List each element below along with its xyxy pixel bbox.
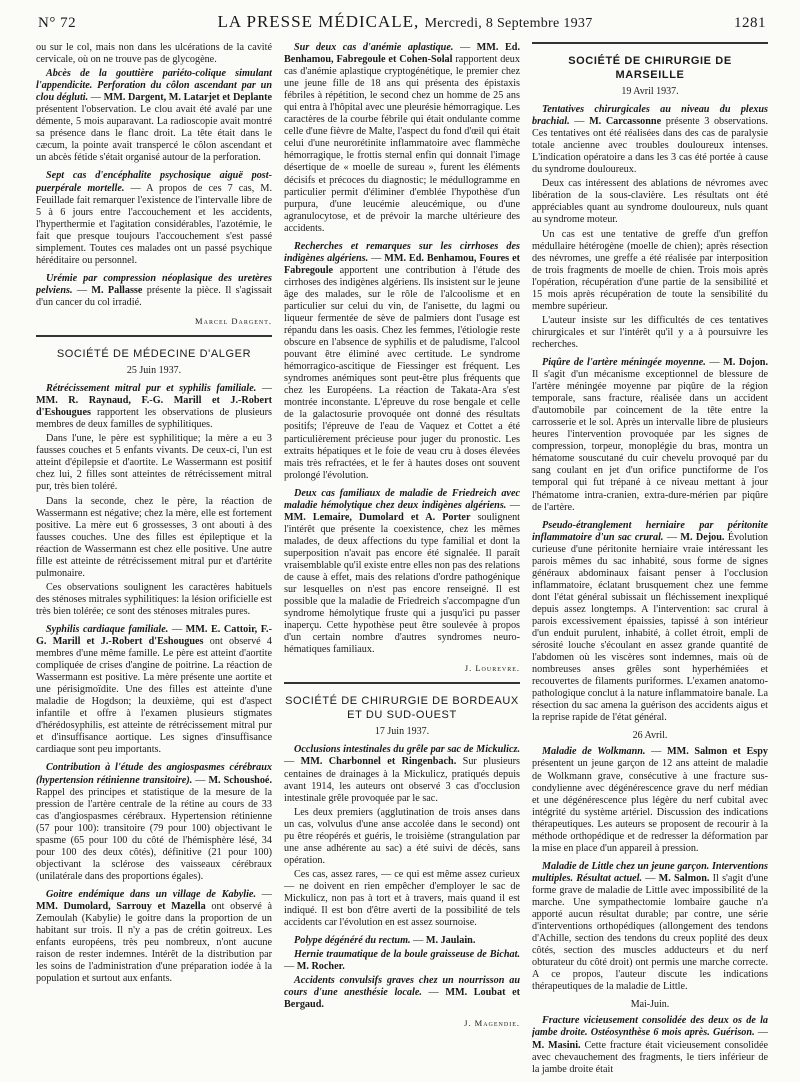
article-text: Évolution curieuse d'une péritonite herniaire vraie intéressant les parois mêmes du sac inhabité, sous forme de signes généraux abdominaux faisant penser à l'occlusion inflammatoire, éclatant brusquement chez une femme dont l'état général subissait un fléchissement inexpliqué depuis assez longtemps. A l'intervention: sac crural à parois excessivement épaissies, tapissé à son intérieur d'un enduit purulent, inhabité, à collet étroit, empli de sérosité louche s'écoulant en assez grande quantité de l'abdomen où les viscères sont indemnes, mais où de nombreuses anses grêles sont hyperhémiées et recouvertes de filaments puriformes. L'examen anatomo-pathologique conclut à la nature inflammatoire banale. La résection du sac amena la guérison des accidents aigus et la reprise rapide de l'état général. (532, 531, 768, 724)
article-title: Pseudo-étranglement herniaire par péritonite inflammatoire d'un sac crural. (532, 519, 768, 543)
article-text: apportent une contribution à l'étude des cirrhoses des indigènes algériens. Ils insistent sur le jeune âge des malades, sur le rôle de l'alcoolisme et en particulier sur celui du vin, de l'anisette, du lagmi ou liqueur fermentée de sève de palmiers dont l'usage est répandu dans les oasis. Chez les femmes, l'étiologie reste obscure en l'absence de syphilis et de paludisme, l'alcool pouvant être éliminé avec certitude. Le syndrome hémorragico-ascitique de Fiessinger est fréquent. Les syndromes anémiques sont peut-être plus fréquents que chez les Européens. La réaction de Takata-Ara s'est montrée inconstante. L'épreuve du rose bengale et celle de la galactosurie provoquée ont donné des résultats positifs; l'épreuve de l'eau de Vaquez et Cottet a été particulièrement précieuse pour juger du pronostic. Les extraits hépatiques et le foie de veau cru à doses élevées mais très refractées, et le fer à hautes doses ont souvent prolongé l'évolution. (284, 264, 520, 481)
session-date: 17 Juin 1937. (374, 726, 430, 738)
article-title: Goitre endémique dans un village de Kabylie. (46, 888, 256, 900)
article-authors: M. Masini. (532, 1039, 581, 1051)
article-text: ont observé à Zemoulah (Kabylie) le goitre dans la proportion de un habitant sur trois. Il n'y a pas de crétin goitreux. Les enfants européens, très peu nombreux, n'ont aucune raison de rester indemnes. Intérêt de la distribution par les soins de l'administration d'une préparation iodée à la population et surtout aux enfants. (36, 901, 272, 985)
article-authors: M. Dojon. (723, 356, 768, 368)
article-authors: MM. Loubat et Bergaud. (284, 987, 520, 1011)
article: Goitre endémique dans un village de Kabylie. — MM. Dumolard, Sarrouy et Mazella ont observé à Zemoulah (Kabylie) le goitre dans la proportion de un habitant sur trois. Il n'y a pas de crétin goitreux. Les enfants européens, très peu nombreux, n'ont aucune raison de rester indemnes. Intérêt de la distribution par les soins de l'administration d'une préparation iodée à la population et surtout aux enfants. (36, 888, 272, 985)
article: Deux cas familiaux de maladie de Friedreich avec maladie hémolytique chez deux indigènes algériens. — MM. Lemaire, Dumolard et A. Porter soulignent l'intérêt que présente la coexistence, chez les mêmes malades, de deux affections du type familial et dont la superposition n'avait pas encore été signalée. Il paraît vraisemblable qu'il existe entre elles non pas des relations de cause à effet, mais des relations d'ordre pathogénique sur lesquelles on n'est pas encore renseigné. Il est possible que la maladie de Friedreich s'accompagne d'un syndrome hémolytique fruste qui a jusqu'ici pu passer inaperçu. Cette hypothèse peut être soulevée à propos d'un certain nombre d'autres syndromes neuro-hématiques familiaux. (284, 487, 520, 656)
article-title: Sept cas d'encéphalite psychosique aiguë post-puerpérale mortelle. (36, 170, 272, 194)
columns (36, 42, 768, 1077)
article-title: Urémie par compression néoplasique des uretères pelviens. (36, 272, 272, 296)
article-title: Contribution à l'étude des angiospasmes cérébraux (hypertension rétinienne transitoire). (36, 762, 272, 786)
article: Recherches et remarques sur les cirrhoses des indigènes algériens. — MM. Ed. Benhamou, Foures et Fabregoule apportent une contribution à l'étude des cirrhoses des indigènes algériens. Ils insistent sur le jeune âge des malades, sur le rôle de l'alcoolisme et en particulier sur celui du vin, de l'anisette, du lagmi ou liqueur fermentée de sève de palmiers dont l'usage est répandu dans les oasis. Chez les femmes, l'étiologie reste obscure en l'absence de syphilis et de paludisme, l'alcool pouvant être éliminé avec certitude. Le syndrome hémorragico-ascitique de Fiessinger est fréquent. Les syndromes anémiques sont peut-être plus fréquents que chez les Européens. La réaction de Takata-Ara s'est montrée inconstante. L'épreuve du rose bengale et celle de la galactosurie provoquée ont donné des résultats positifs; l'épreuve de l'eau de Vaquez et Cottet a été particulièrement précieuse pour juger du pronostic. Les extraits hépatiques et le foie de veau cru à doses élevées mais très refractées, et le fer à hautes doses ont souvent prolongé l'évolution. (284, 240, 520, 481)
paragraph: ou sur le col, mais non dans les ulcérations de la cavité cervicale, où on ne trouve pas de glycogène. (36, 42, 272, 66)
article-title: Deux cas familiaux de maladie de Friedreich avec maladie hémolytique chez deux indigènes algériens. (284, 487, 520, 511)
article-authors: MM. Ed. Benhamou, Foures et Fabregoule (284, 252, 520, 276)
society-heading: SOCIÉTÉ DE CHIRURGIE DE BORDEAUX ET DU SUD-OUEST (285, 695, 519, 722)
masthead (218, 12, 593, 32)
paragraph: L'auteur insiste sur les difficultés de ces tentatives chirurgicales et sur l'intérêt qu'il y a à poursuivre les recherches. (532, 314, 768, 350)
issue-number: N° 72 (38, 15, 77, 31)
article-title: Hernie traumatique de la boule graisseuse de Bichat. (294, 949, 520, 961)
column-2 (284, 42, 520, 1077)
article: Contribution à l'étude des angiospasmes cérébraux (hypertension rétinienne transitoire). — M. Schoushoé. Rappel des principes et statistique de la mesure de la pression de l'artère centrale de la rétine au cours de 33 cas d'angiospasmes cérébraux. Hypertension rétinienne (57 pour 100): transitoire (79 pour 100) objectivant le spasme (65 pour 100 du côté de l'hémisphère lésé, 34 pour 100 des deux côtés), définitive (21 pour 100) objectivant la sclérose des vaisseaux cérébraux (unilatérale dans des proportions égales). (36, 762, 272, 882)
article-text: présentent l'observation. Le clou avait été avalé par une démente, 5 mois auparavant. La radioscopie avait montré sa présence dans le flanc droit. La tête était dans le cæcum, la pointe avait transpercé le côlon ascendant et un abcès fétide s'était organisé autour de la perforation. (36, 104, 272, 164)
article: Tentatives chirurgicales au niveau du plexus brachial. — M. Carcassonne présente 3 observations. Ces tentatives ont été réalisées dans des cas de paralysie totale ancienne avec troubles douloureux intenses. L'indication opératoire a dans les 3 cas été portée à cause du syndrome douloureux. Deux cas intéressent des ablations de névromes avec libération de la sous-clavière. Les résultats ont été appréciables quant au syndrome douloureux, nuls quant au syndrome moteur. Un cas est une tentative de greffe d'un greffon médullaire hétérogène (moelle de chien); après résection des névromes, une greffe a été réalisée par interposition de trois fragments de moelle de chien. Trois mois après l'opération, récupération d'une partie de la sensibilité et 15 mois après récupération de toute la sensibilité du membre supérieur. L'auteur insiste sur les difficultés de ces tentatives chirurgicales et sur l'intérêt qu'il y a à poursuivre les recherches. (532, 104, 768, 350)
article-authors: M. Pallasse (91, 284, 143, 296)
article: Occlusions intestinales du grêle par sac de Mickulicz. — MM. Charbonnel et Ringenbach. Sur plusieurs centaines de drainages à la Mickulicz, pratiqués depuis avant 1914, les auteurs ont observé 3 cas d'occlusion intestinale grêle provoquée par le sac. Les deux premiers (agglutination de trois anses dans un cas, volvulus d'une anse accolée dans le second) ont pu être réopérés et guéris, le troisième (strangulation par une anse adhérente au sac) a été suivi de décès, sans opération. Ces cas, assez rares, — ce qui est même assez curieux — ne doivent en rien empêcher d'employer le sac de Mickulicz, non pas à tort et à travers, mais quand il est indiqué. Il est bon d'être averti de la possibilité de tels accidents car l'évolution en est assez sournoise. (284, 744, 520, 929)
paragraph: Un cas est une tentative de greffe d'un greffon médullaire hétérogène (moelle de chien); après résection des névromes, une greffe a été réalisée par interposition de trois fragments de moelle de chien. Trois mois après l'opération, récupération d'une partie de la sensibilité et 15 mois après récupération de toute la sensibilité du membre supérieur. (532, 228, 768, 312)
article: Urémie par compression néoplasique des uretères pelviens. — M. Pallasse présente la pièce. Il s'agissait d'un cancer du col irradié. (36, 272, 272, 308)
page-number: 1281 (733, 15, 766, 31)
article-text: présente la pièce. Il s'agissait d'un cancer du col irradié. (36, 284, 272, 308)
article-title: Rétrécissement mitral pur et syphilis familiale. (46, 383, 257, 395)
article-title: Sur deux cas d'anémie aplastique. (294, 42, 454, 53)
article-authors: MM. Ed. Benhamou, Fabregoule et Cohen-Solal (284, 42, 520, 66)
session-date: 25 Juin 1937. (126, 365, 182, 377)
article-text: soulignent l'intérêt que présente la coexistence, chez les mêmes malades, de deux affections du type familial et dont la superposition n'avait pas encore été signalée. Il paraît vraisemblable qu'il existe entre elles non pas des relations de cause à effet, mais des relations d'ordre pathogénique sur lesquelles on n'est pas encore renseigné. Il est possible que la maladie de Friedreich s'accompagne d'un syndrome hémolytique fruste qui a jusqu'ici pu passer inaperçu. Cette hypothèse peut être soulevée à propos d'un certain nombre d'autres syndromes neuro-hématiques familiaux. (284, 511, 520, 656)
article: Abcès de la gouttière pariéto-colique simulant l'appendicite. Perforation du côlon ascendant par un clou dégluti. — MM. Dargent, M. Latarjet et Deplante présentent l'observation. Le clou avait été avalé par une démente, 5 mois auparavant. La radioscopie avait montré sa présence dans le flanc droit. La tête était dans le cæcum, la pointe avait transpercé le côlon ascendant et un abcès fétide s'était organisé autour de la perforation. (36, 68, 272, 164)
signature: Marcel Dargent. (195, 315, 272, 326)
article-title: Maladie de Wolkmann. (542, 746, 646, 758)
article: Syphilis cardiaque familiale. — MM. E. Cattoir, F.-G. Marill et J.-Robert d'Eshougues ont observé 4 membres d'une même famille. Le père est atteint d'aortite compliquée de crises d'angine de poitrine. La réaction de Wassermann est positive. La mère présente une aortite et une périsigmoïdite. Une des filles est atteinte d'une maladie de Hogdson; la deuxième, qui est d'aspect infantile et offre à l'examen plusieurs stigmates d'hérédosyphilis, est atteinte de rétrécissement mitral pur et d'insuffisance aortique. Les signes d'insuffisance cardiaque sont peu importants. (36, 623, 272, 756)
article-authors: M. Jaulain. (425, 935, 476, 947)
article-title: Polype dégénéré du rectum. (294, 935, 411, 947)
article-text: Il s'agit d'une forme grave de maladie de Little avec impossibilité de la marche. Une sympathectomie lombaire gauche n'a apporté aucun résultat durable; par contre, une série d'interventions orthopédiques (allongement des tendons d'Achille, section des tendons du creux poplité des deux côtés, section des muscles adducteurs et du nerf obturateur du côté droit) ont permis une marche correcte. A ce propos, l'auteur discute les indications thérapeutiques de la maladie de Little. (532, 872, 768, 993)
article: Maladie de Wolkmann. — MM. Salmon et Espy présentent un jeune garçon de 12 ans atteint de maladie de Wolkmann grave, consécutive à une fracture sus-condylienne avec dégénérescence grave du nerf médian et une dégénérescence plus légère du nerf cubital avec intégrité du système artériel. Discussion des indications thérapeutiques. Les auteurs se proposent de recourir à la méthode orthopédique et de redresser la déformation par la mise en place d'un appareil à pression. (532, 746, 768, 854)
article-text: présentent un jeune garçon de 12 ans atteint de maladie de Wolkmann grave, consécutive à une fracture sus-condylienne avec dégénérescence grave du nerf médian et une dégénérescence plus légère du nerf cubital avec intégrité du système artériel. Discussion des indications thérapeutiques. Les auteurs se proposent de recourir à la méthode orthopédique et de redresser la déformation par la mise en place d'un appareil à pression. (532, 758, 768, 854)
article-authors: MM. Salmon et Espy (666, 746, 768, 758)
section-rule (532, 42, 768, 44)
paragraph: Dans la seconde, chez le père, la réaction de Wassermann est négative; chez la mère, elle est fortement positive. La mère eut 6 grossesses, 3 ont abouti à des fausses couches. Une des filles est épileptique et la réaction de Wassermann est chez elle positive. Une autre fille est atteinte de rétrécissement mitral pur et d'artérite pulmonaire. (36, 495, 272, 579)
paragraph: Deux cas intéressent des ablations de névromes avec libération de la sous-clavière. Les résultats ont été appréciables quant au syndrome douloureux, nuls quant au syndrome moteur. (532, 178, 768, 226)
article-text: présente 3 observations. Ces tentatives ont été réalisées dans des cas de paralysie totale ancienne avec troubles douloureux intenses. L'indication opératoire a dans les 3 cas été portée à cause du syndrome douloureux. (532, 116, 768, 176)
column-1 (36, 42, 272, 1077)
article-title: Piqûre de l'artère méningée moyenne. (542, 356, 706, 368)
article-text: rapportent les observations de plusieurs membres de deux familles de syphilitiques. (36, 407, 272, 431)
article-text: rapportent deux cas d'anémie aplastique cryptogénétique, le premier chez une jeune fille de 18 ans qui présenta des épistaxis fébriles à répétition, le second chez un homme de 25 ans qui entra à l'hôpital avec une pleurésie hémorragique. Les caractères de la courbe fébrile qui était ondulante comme celle d'une fièvre de Malte, l'aspect du fond d'œil qui était celui d'une neurorétinite inflammatoire avec flammèche hémorragique, le frottis sternal enfin qui donnait l'image désertique de « moelle de sureau », furent les éléments décisifs et précoces du diagnostic; le médullogramme en particulier permit d'éliminer d'emblée l'hypothèse d'un purpura, d'une leucémie aleucémique, ou d'une agranulocytose, et de prévoir la marche ultérieure des accidents. (284, 54, 520, 234)
article-text: Sur plusieurs centaines de drainages à la Mickulicz, pratiqués depuis avant 1914, les auteurs ont observé 3 cas d'occlusion intestinale grêle provoquée par le sac. (284, 756, 520, 804)
signature: J. Magendie. (464, 1018, 520, 1029)
article: Fracture vicieusement consolidée des deux os de la jambe droite. Ostéosynthèse 6 mois après. Guérison. — M. Masini. Cette fracture était vicieusement consolidée avec chevauchement des fragments, le tiers inférieur de la jambe droite était (532, 1015, 768, 1075)
article-authors: MM. Lemaire, Dumolard et A. Porter (284, 511, 471, 523)
article-text: Il s'agit d'un mécanisme exceptionnel de blessure de l'artère méningée moyenne par piqûre de la région temporale, sans fracture, réalisée dans un accident d'automobile par coincement de la tête entre la carrosserie et le sol. Après un intervalle libre de plusieurs heures l'intervention provoquée par les signes de compression, torpeur, monoplégie du bras, montra un hématome souscutané du cuir chevelu provoqué par du sang coulant en jet d'un orifice punctiforme de l'os temporal qui fut trépané à ce niveau mettant à jour l'hématome intra-cranien, extra-dure-mérien par piqûre de l'artère. (532, 369, 768, 513)
issue-date: Mercredi, 8 Septembre 1937 (424, 16, 593, 31)
paragraph: Ces observations soulignent les caractères habituels des sténoses mitrales syphilitiques: la lésion orificielle est très bien tolérée; ce sont des sténoses mitrales pures. (36, 581, 272, 617)
article-title: Maladie de Little chez un jeune garçon. Interventions multiples. Résultat actuel. (532, 860, 768, 884)
article-authors: MM. Dargent, M. Latarjet et Deplante (103, 92, 272, 104)
article-title: Accidents convulsifs graves chez un nourrisson au cours d'une anesthésie locale. (284, 975, 520, 999)
article-text: A propos de ces 7 cas, M. Feuillade fait remarquer l'existence de l'intervalle libre de 5 à 6 jours entre l'accouchement et les accidents, l'hyperthermie et l'agitation considérables, l'azotémie, le fait que presque toujours l'accouchement s'est passé simplement. Toutes ces malades ont un passé psychique héréditaire ou personnel. (36, 182, 272, 266)
article-authors: M. Salmon. (658, 872, 710, 884)
article: Maladie de Little chez un jeune garçon. Interventions multiples. Résultat actuel. — M. Salmon. Il s'agit d'une forme grave de maladie de Little avec impossibilité de la marche. Une sympathectomie lombaire gauche n'a apporté aucun résultat durable; par contre, une série d'interventions orthopédiques (allongement des tendons d'Achille, section des tendons du creux poplité des deux côtés, section des muscles adducteurs et du nerf obturateur du côté droit) ont permis une marche correcte. A ce propos, l'auteur discute les indications thérapeutiques de la maladie de Little. (532, 860, 768, 993)
article: Piqûre de l'artère méningée moyenne. — M. Dojon. Il s'agit d'un mécanisme exceptionnel de blessure de l'artère méningée moyenne par piqûre de la région temporale, sans fracture, réalisée dans un accident d'automobile par coincement de la tête entre la carrosserie et le sol. Après un intervalle libre de plusieurs heures l'intervention provoquée par les signes de compression, torpeur, monoplégie du bras, montra un hématome souscutané du cuir chevelu provoqué par du sang coulant en jet d'un orifice punctiforme de l'os temporal qui fut trépané à ce niveau mettant à jour l'hématome intra-cranien, extra-dure-mérien par piqûre de l'artère. (532, 356, 768, 513)
article-authors: M. Carcassonne (589, 116, 662, 128)
section-rule (284, 682, 520, 684)
article-text: ont observé 4 membres d'une même famille. Le père est atteint d'aortite compliquée de crises d'angine de poitrine. La réaction de Wassermann est positive. La mère présente une aortite et une périsigmoïdite. Une des filles est atteinte d'une maladie de Hogdson; la deuxième, qui est d'aspect infantile et offre à l'examen plusieurs stigmates d'hérédosyphilis, est atteinte de rétrécissement mitral pur et d'insuffisance aortique. Les signes d'insuffisance cardiaque sont peu importants. (36, 636, 272, 756)
session-date: 19 Avril 1937. (621, 86, 679, 97)
article-text: Cette fracture était vicieusement consolidée avec chevauchement des fragments, le tiers inférieur de la jambe droite était (532, 1039, 768, 1075)
paragraph: Ces cas, assez rares, — ce qui est même assez curieux — ne doivent en rien empêcher d'employer le sac de Mickulicz, non pas à tort et à travers, mais quand il est indiqué. Il est bon d'être averti de la possibilité de tels accidents car l'évolution en est assez sournoise. (284, 868, 520, 929)
article: Polype dégénéré du rectum. — M. Jaulain. Hernie traumatique de la boule graisseuse de Bichat. — M. Rocher. Accidents convulsifs graves chez un nourrisson au cours d'une anesthésie locale. — MM. Loubat et Bergaud. (284, 935, 520, 1011)
session-date: Mai-Juin. (630, 999, 670, 1011)
article-authors: M. Dejou. (680, 531, 725, 543)
article-title: Tentatives chirurgicales au niveau du plexus brachial. (532, 104, 768, 128)
article-title: Recherches et remarques sur les cirrhoses des indigènes algériens. (284, 240, 520, 264)
section-rule (36, 335, 272, 337)
column-3 (532, 42, 768, 1077)
article-authors: M. Schoushoé. (208, 774, 272, 786)
article-title: Syphilis cardiaque familiale. (46, 623, 169, 635)
article-authors: MM. R. Raynaud, F.-G. Marill et J.-Robert d'Eshougues (36, 395, 272, 419)
journal-name: LA PRESSE MÉDICALE, (217, 12, 420, 31)
paragraph: Les deux premiers (agglutination de trois anses dans un cas, volvulus d'une anse accolée dans le second) ont pu être réopérés et guéris, le troisième (strangulation par une anse adhérente au sac) a été suivi de décès, sans opération. (284, 806, 520, 866)
society-heading: SOCIÉTÉ DE MÉDECINE D'ALGER (56, 348, 252, 361)
article-authors: MM. Dumolard, Sarrouy et Mazella (36, 901, 206, 912)
article-text: Rappel des principes et statistique de la mesure de la pression de l'artère centrale de la rétine au cours de 33 cas d'angiospasmes cérébraux. Hypertension rétinienne (57 pour 100): transitoire (79 pour 100) objectivant le spasme (65 pour 100 du côté de l'hémisphère lésé, 34 pour 100 des deux côtés), définitive (21 pour 100) objectivant la sclérose des vaisseaux cérébraux (unilatérale dans des proportions égales). (36, 786, 272, 882)
article: Sur deux cas d'anémie aplastique. — MM. Ed. Benhamou, Fabregoule et Cohen-Solal rapportent deux cas d'anémie aplastique cryptogénétique, le premier chez une jeune fille de 18 ans qui présenta des épistaxis fébriles à répétition, le second chez un homme de 25 ans qui entra à l'hôpital avec une pleurésie hémorragique. Les caractères de la courbe fébrile qui était ondulante comme celle d'une fièvre de Malte, l'aspect du fond d'œil qui était celui d'une neurorétinite inflammatoire avec flammèche hémorragique, le frottis sternal enfin qui donnait l'image désertique de « moelle de sureau », furent les éléments décisifs et précoces du diagnostic; le médullogramme en particulier permit d'éliminer d'emblée l'hypothèse d'un purpura, d'une leucémie aleucémique, ou d'une agranulocytose, et de prévoir la marche ultérieure des accidents. (284, 42, 520, 234)
paragraph: Dans l'une, le père est syphilitique; la mère a eu 3 fausses couches et 5 enfants vivants. De ceux-ci, l'un est atteint d'épilepsie et d'aortite. Le Wassermann est positif chez lui, 2 filles sont atteintes de rétrécissement mitral pur, très bien toléré. (36, 433, 272, 493)
article-title: Occlusions intestinales du grêle par sac de Mickulicz. (294, 744, 520, 756)
article: Sept cas d'encéphalite psychosique aiguë post-puerpérale mortelle. — A propos de ces 7 cas, M. Feuillade fait remarquer l'existence de l'intervalle libre de 5 à 6 jours entre l'accouchement et les accidents, l'hyperthermie et l'agitation considérables, l'azotémie, le fait que presque toujours l'accouchement s'est passé simplement. Toutes ces malades ont un passé psychique héréditaire ou personnel. (36, 170, 272, 266)
signature: J. Lourevre. (464, 663, 520, 674)
article: Rétrécissement mitral pur et syphilis familiale. — MM. R. Raynaud, F.-G. Marill et J.-Robert d'Eshougues rapportent les observations de plusieurs membres de deux familles de syphilitiques. Dans l'une, le père est syphilitique; la mère a eu 3 fausses couches et 5 enfants vivants. De ceux-ci, l'un est atteint d'épilepsie et d'aortite. Le Wassermann est positif chez lui, 2 filles sont atteintes de rétrécissement mitral pur, très bien toléré. Dans la seconde, chez le père, la réaction de Wassermann est négative; chez la mère, elle est fortement positive. La mère eut 6 grossesses, 3 ont abouti à des fausses couches. Une des filles est épileptique et la réaction de Wassermann est chez elle positive. Une autre fille est atteinte de rétrécissement mitral pur et d'artérite pulmonaire. Ces observations soulignent les caractères habituels des sténoses mitrales syphilitiques: la lésion orificielle est très bien tolérée; ce sont des sténoses mitrales pures. (36, 383, 272, 617)
session-date: 26 Avril. (632, 730, 668, 742)
article-authors: M. Rocher. (296, 961, 345, 973)
article-authors: MM. Charbonnel et Ringenbach. (300, 756, 457, 768)
society-heading: SOCIÉTÉ DE CHIRURGIE DE MARSEILLE (568, 55, 732, 81)
article-authors: MM. E. Cattoir, F.-G. Marill et J.-Robert d'Eshougues (36, 623, 272, 648)
article-title: Abcès de la gouttière pariéto-colique simulant l'appendicite. Perforation du côlon ascendant par un clou dégluti. (36, 68, 272, 104)
page-header (38, 12, 766, 34)
article-title: Fracture vicieusement consolidée des deux os de la jambe droite. Ostéosynthèse 6 mois après. Guérison. (532, 1015, 768, 1039)
article: Pseudo-étranglement herniaire par péritonite inflammatoire d'un sac crural. — M. Dejou. Évolution curieuse d'une péritonite herniaire vraie intéressant les parois mêmes du sac inhabité, sous forme de signes généraux abdominaux faisant penser à l'occlusion inflammatoire, éclatant brusquement chez une femme dont l'état général subissait un fléchissement inexpliqué depuis assez longtemps. A l'intervention: sac crural à parois excessivement épaissies, tapissé à son intérieur d'un enduit purulent, inhabité, à collet étroit, empli de sérosité louche s'écoulant en assez grande quantité de l'abdomen où les viscères sont indemnes, mais où de nombreuses anses grêles sont hyperhémiées et recouvertes de filaments puriformes. L'examen anatomo-pathologique conclut à la nature inflammatoire banale. La résection du sac amena la guérison des accidents aigus et la reprise rapide de l'état général. (532, 519, 768, 724)
